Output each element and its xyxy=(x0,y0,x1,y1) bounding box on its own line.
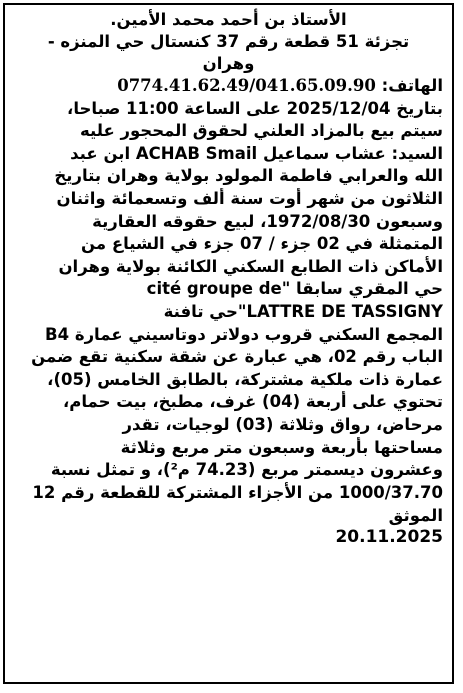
body-line: الباب رقم 02، هي عبارة عن شقة سكنية تقع ضمن xyxy=(31,347,443,367)
legal-notice xyxy=(3,3,454,684)
notary-signature: الموثق xyxy=(388,506,443,526)
body-line: عمارة ذات ملكية مشتركة، بالطابق الخامس (05)، xyxy=(47,369,443,389)
notice-header xyxy=(14,9,443,75)
body-line: وعشرون ديسمتر مربع (74.23 م²)، و تمثل نسبة xyxy=(50,460,443,480)
body-line: الأماكن ذات الطابع السكني الكائنة بولاية وهران xyxy=(58,256,443,276)
body-line: مرحاض، رواق وثلاثة (03) لوجيات، تقدر xyxy=(122,414,443,434)
notice-body xyxy=(14,75,443,504)
body-line: تحتوي على أربعة (04) غرف، مطبخ، بيت حمام، xyxy=(63,392,443,412)
body-line: المجمع السكني قروب دولاتر دوتاسيني عمارة B4 xyxy=(45,324,443,344)
phone-numbers: 0774.41.62.49/041.65.09.90 xyxy=(117,76,376,95)
body-line: بتاريخ 2025/12/04 على الساعة 11:00 صباحا، xyxy=(67,98,443,118)
body-line: مساحتها بأربعة وسبعون متر مربع وثلاثة xyxy=(120,437,443,457)
phone-line xyxy=(14,75,443,98)
body-line: الله والعرابي فاطمة المولود بولاية وهران بتاريخ xyxy=(54,166,443,186)
body-line: 1000/37.70 من الأجزاء المشتركة للقطعة رقم 12 xyxy=(32,482,443,502)
notary-city: وهران xyxy=(202,54,255,73)
notary-address: تجزئة 51 قطعة رقم 37 كنستال حي المنزه - xyxy=(47,32,410,51)
body-line: حي المقري سابقا "cité groupe de xyxy=(146,279,443,299)
body-line: وسبعون 1972/08/30، لبيع حقوقه العقارية xyxy=(92,211,443,231)
body-line: سيتم بيع بالمزاد العلني لحقوق المحجور عليه xyxy=(79,121,443,141)
body-line: LATTRE DE TASSIGNY"حي تافنة xyxy=(163,301,443,321)
phone-label: الهاتف: xyxy=(381,76,443,95)
notice-date: 20.11.2025 xyxy=(335,527,443,548)
body-line: المتمثلة في 02 جزء / 07 جزء في الشياع من xyxy=(81,234,443,254)
body-line: السيد: عشاب سماعيل ACHAB Smail ابن عبد xyxy=(70,143,443,163)
notary-name: الأستاذ بن أحمد محمد الأمين. xyxy=(110,10,347,29)
body-line: الثلاثون من شهر أوت سنة ألف وتسعمائة واثنان xyxy=(56,188,443,208)
